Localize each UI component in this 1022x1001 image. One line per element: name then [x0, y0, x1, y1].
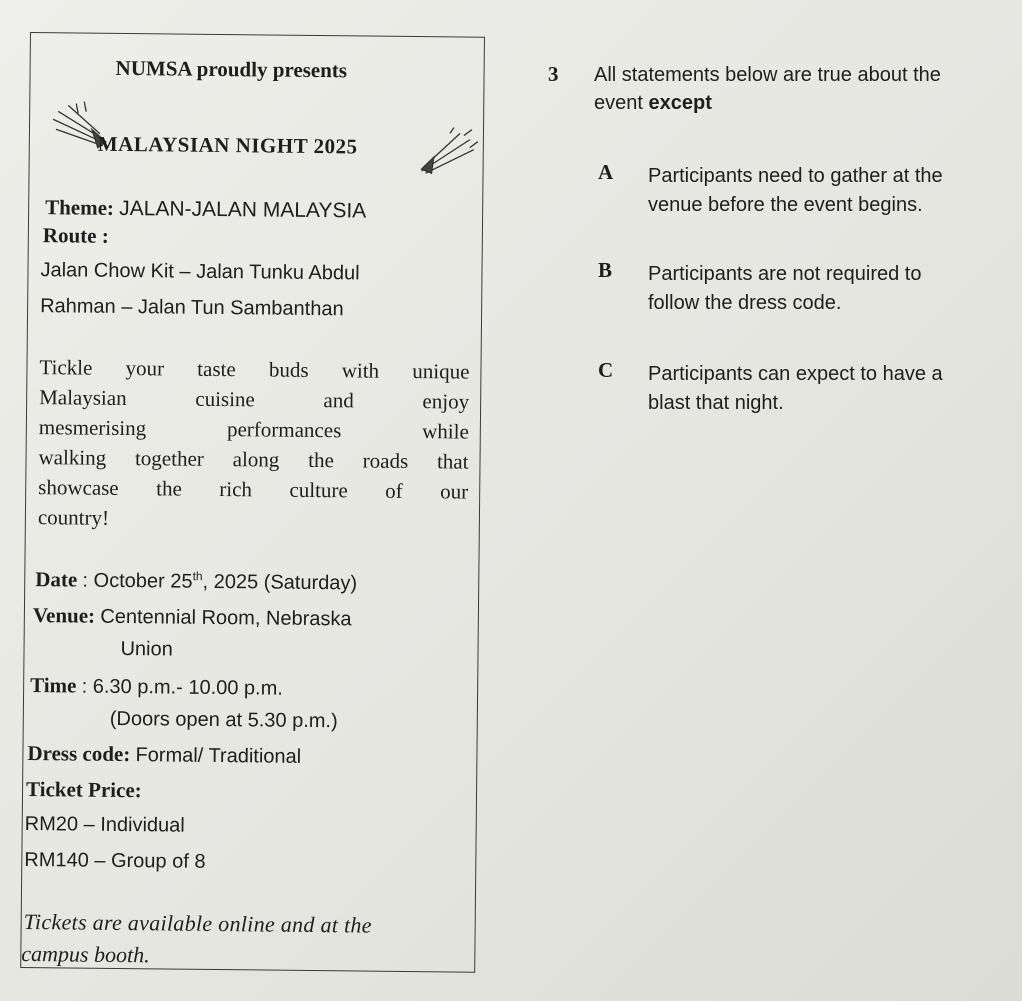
description-line: Tickle your taste buds with unique — [39, 355, 470, 384]
option-letter-b: B — [598, 258, 613, 282]
time-note: (Doors open at 5.30 p.m.) — [109, 707, 338, 733]
description-line: country! — [37, 505, 110, 530]
question-number: 3 — [548, 62, 559, 86]
dress-code-value: Formal/ Traditional — [135, 744, 302, 768]
venue-value-cont: Union — [120, 637, 173, 661]
option-c-line-2: blast that night. — [648, 392, 784, 414]
option-c-text — [648, 360, 988, 418]
event-flyer — [20, 32, 485, 973]
option-b-line-2: follow the dress code. — [648, 292, 842, 314]
option-b-line-1: Participants are not required to — [648, 263, 922, 285]
dress-code-line — [27, 741, 301, 769]
description-line: walking together along the roads that — [38, 445, 469, 474]
date-label: Date — [35, 567, 78, 592]
description-line: Malaysian cuisine and enjoy — [39, 385, 470, 414]
option-c-line-1: Participants can expect to have a — [648, 363, 943, 385]
date-value: : October 25 — [82, 569, 193, 593]
option-a-line-2: venue before the event begins. — [648, 194, 923, 216]
route-line-2: Rahman – Jalan Tun Sambanthan — [40, 295, 344, 321]
theme-value: JALAN-JALAN MALAYSIA — [119, 196, 367, 223]
option-b-text — [648, 260, 988, 318]
venue-label: Venue: — [32, 603, 96, 628]
time-label: Time — [30, 673, 77, 698]
availability-line-1: Tickets are available online and at the — [23, 908, 372, 938]
theme-line — [45, 195, 366, 223]
option-a-line-1: Participants need to gather at the — [648, 165, 943, 187]
ticket-group: RM140 – Group of 8 — [24, 848, 206, 873]
date-line — [35, 567, 357, 595]
option-letter-a: A — [598, 160, 614, 184]
time-line — [30, 673, 283, 701]
event-title: MALAYSIAN NIGHT 2025 — [97, 131, 358, 159]
time-value: : 6.30 p.m.- 10.00 p.m. — [81, 675, 284, 700]
route-line-1: Jalan Chow Kit – Jalan Tunku Abdul — [40, 259, 360, 285]
route-label: Route : — [42, 223, 109, 248]
description-line: showcase the rich culture of our — [38, 475, 469, 504]
option-letter-c: C — [598, 358, 614, 382]
date-year: , 2025 (Saturday) — [202, 570, 358, 595]
dress-code-label: Dress code: — [27, 741, 131, 767]
availability-line-2: campus booth. — [21, 940, 150, 968]
venue-line — [33, 603, 352, 631]
theme-label: Theme: — [45, 195, 115, 220]
ticket-individual: RM20 – Individual — [24, 812, 185, 837]
option-a-text — [648, 162, 988, 220]
presenter-line: NUMSA proudly presents — [115, 55, 348, 83]
question-stem-text: event — [594, 92, 649, 114]
question-stem-line-2 — [594, 92, 712, 115]
date-suffix: th — [192, 569, 203, 584]
description-line: mesmerising performances while — [38, 415, 469, 444]
venue-value: Centennial Room, Nebraska — [100, 605, 352, 631]
firework-icon — [420, 127, 481, 178]
ticket-price-label: Ticket Price: — [25, 777, 142, 803]
question-emphasis: except — [648, 92, 712, 114]
question-stem-line-1: All statements below are true about the — [594, 64, 941, 86]
